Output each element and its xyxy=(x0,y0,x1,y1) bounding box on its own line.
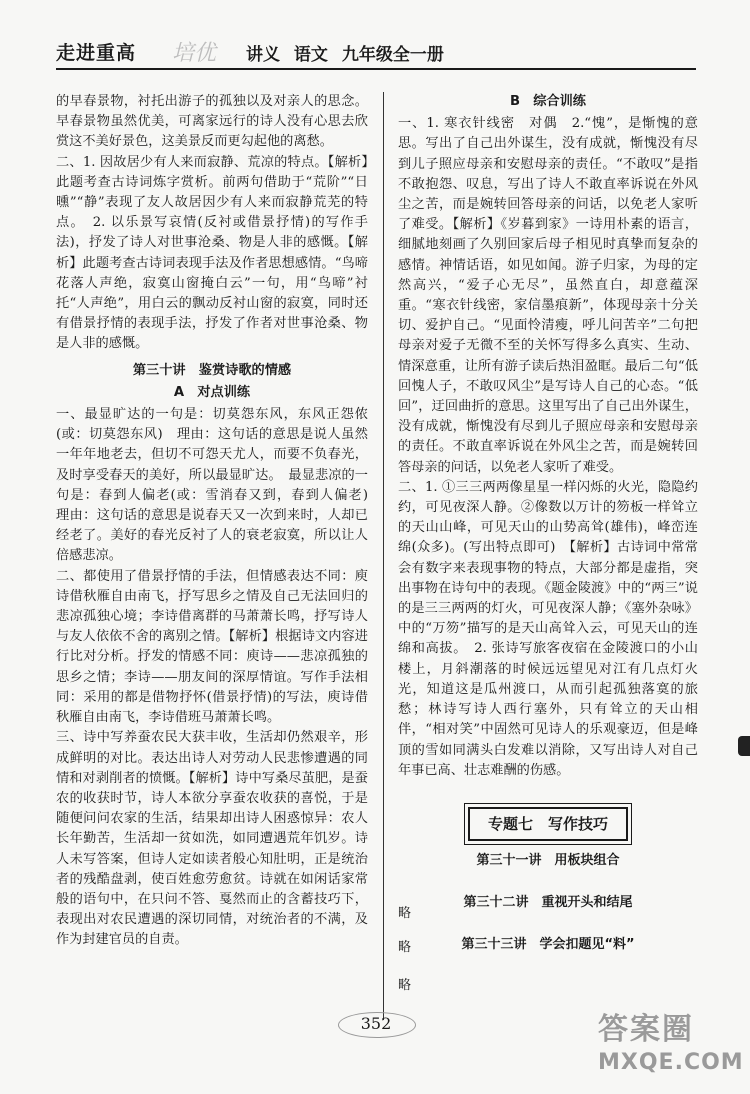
page-number-text: 352 xyxy=(360,1014,392,1033)
left-paragraph-3: 一、最显旷达的一句是：切莫怨东风，东风正怨侬(或：切莫怨东风) 理由：这句话的意思是说人虽然一年年地老去，但切不可怨天尤人，而要不负春光，及时享受春天的美好，所以最显旷达。 最显悲凉的一句是：春到人偏老(或：雪消春又到，春到人偏老) 理由：这句话的意思是说春天又一次到来时，人却已经老了。美好的春光反衬了人的衰老寂寞，所以让人倍感悲凉。 xyxy=(56,407,382,564)
decorative-calligraphy: 培优 xyxy=(172,41,217,66)
page-edge-tab xyxy=(738,736,750,756)
column-divider xyxy=(383,92,384,1020)
lecture-32-title: 第三十二讲 重视开头和结尾 xyxy=(463,895,633,911)
watermark-bottom-text: MXQE.COM xyxy=(598,1050,744,1075)
left-column xyxy=(56,92,382,951)
left-paragraph-2: 二、1. 因故居少有人来而寂静、荒凉的特点。【解析】此题考查古诗词炼字赏析。前两句借助于“荒阶”“日曛”“静”表现了友人故居因少有人来而寂静荒芜的特点。 2. 以乐景写哀情(反衬或借景抒情)的写作手法)，抒发了诗人对世事沧桑、物是人非的感慨。【解析】此题考查古诗词表现手法及作者思想感情。“鸟啼花落人声绝，寂寞山窗掩白云”一句，用“鸟啼”衬托“人声绝”，用白云的飘动反衬山窗的寂寞，同时还有借景抒情的表现手法，抒发了作者对世事沧桑、物是人非的感慨。 xyxy=(56,154,368,352)
watermark-logo xyxy=(598,1004,744,1084)
omitted-mark-2: 略 xyxy=(398,940,412,955)
header-meta xyxy=(246,40,444,65)
right-column xyxy=(398,92,698,970)
right-paragraph-2: 二、1. ①三三两两像星星一样闪烁的火光，隐隐约约，可见夜深人静。②像数以万计的笏板一样耸立的天山山峰，可见天山的山势高耸(雄伟)，峰峦连绵(众多)。(写出特点即可) 【解析】古诗词中常常会有数字来表现事物的特点，大部分都是虚指，突出事物在诗句中的表现。《题金陵渡》中的“两三”说的是三三两两的灯火，可见夜深人静；《塞外杂咏》中的“万笏”描写的是天山高耸入云，可见天山的连绵和高拔。 2. 张诗写旅客夜宿在金陵渡口的小山楼上，月斜潮落的时候远远望见对江有几点灯火光，知道这是瓜州渡口，从而引起孤独落寞的旅愁；林诗写诗人西行塞外，只有耸立的天山相伴，“相对笑”中固然可见诗人的乐观豪迈，但是峰顶的雪如同满头白发难以消除，又写出诗人对自己年事已高、壮志难酬的伤感。 xyxy=(398,479,698,778)
page-number xyxy=(348,1008,404,1040)
topic-7-box: 专题七 写作技巧 xyxy=(468,807,628,841)
page-number-ornament xyxy=(338,1012,416,1038)
right-paragraph-1: 一、1. 寒衣针线密 对偶 2.“愧”，是惭愧的意思。写出了自己出外谋生，没有成就，惭愧没有尽到儿子照应母亲和安慰母亲的责任。“不敢叹”是指不敢抱怨、叹息，写出了诗人不敢直率诉说在外风尘之苦，而是婉转回答母亲的问话，以免老人家听了难受。【解析】《岁暮到家》一诗用朴素的语言，细腻地刻画了久别回家后母子相见时真挚而复杂的感情。神情话语，如见如闻。游子归家，为母的定然高兴，“爱子心无尽”，虽然直白，却意蕴深重。“寒衣针线密，家信墨痕新”，体现母亲十分关切、爱护自己。“见面怜清瘦，呼儿问苦辛”二句把母亲对爱子无微不至的关怀写得多么真实、生动、情深意重，让所有游子读后热泪盈眶。最后二句“低回愧人子，不敢叹风尘”是写诗人自己的心态。“低回”，迂回曲折的意思。这里写出了自己出外谋生，没有成就，惭愧没有尽到儿子照应母亲和安慰母亲的责任。不敢直率诉说在外风尘之苦，而是婉转回答母亲的问话，以免老人家听了难受。 xyxy=(398,116,698,475)
left-paragraph-4: 二、都使用了借景抒情的手法，但情感表达不同：庾诗借秋雁自由南飞，抒写思乡之情及自己无法回归的悲凉孤独心境；李诗借离群的马萧萧长鸣，抒写诗人与友人依依不舍的离别之情。【解析】根据诗文内容进行比对分析。抒发的情感不同：庾诗——悲凉孤独的思乡之情；李诗——朋友间的深厚情谊。写作手法相同：采用的都是借物抒怀(借景抒情)的写法，庾诗借秋雁自由南飞，李诗借班马萧萧长鸣。 xyxy=(56,568,368,726)
left-paragraph-1: 的早春景物，衬托出游子的孤独以及对亲人的思念。早春景物虽然优美，可离家远行的诗人没有心思去欣赏这不美好景色，这美景反而更勾起他的离愁。 xyxy=(56,94,368,150)
header-subject-jiangyi: 讲义 xyxy=(246,45,280,65)
section-a-title: A 对点训练 xyxy=(173,384,251,400)
series-title: 走进重高 xyxy=(56,42,137,64)
header-subject-yuwen: 语文 xyxy=(293,45,328,65)
omitted-mark-1: 略 xyxy=(398,906,412,921)
header-grade: 九年级全一册 xyxy=(341,45,444,65)
left-paragraph-5: 三、诗中写养蚕农民大获丰收，生活却仍然艰辛，形成鲜明的对比。表达出诗人对劳动人民悲惨遭遇的同情和对剥削者的愤慨。【解析】诗中写桑尽茧肥，是蚕农的收获时节，诗人本欲分享蚕农收获的喜悦，于是随便问问农家的生活，结果却出诗人困惑惊异：农人长年勤苦，生活却一贫如洗，如同遭遇荒年饥岁。诗人未写答案，但诗人定如读者般心知肚明，正是统治者的残酷盘剥，使百姓愈劳愈贫。诗就在如闲话家常般的语句中，在只问不答、戛然而止的含蓄技巧下，表现出对农民遭遇的深切同情，对统治者的不满，及作为封建官员的自责。 xyxy=(56,730,368,948)
watermark-top-text: 答案圈 xyxy=(598,1012,694,1047)
page-header xyxy=(56,34,696,70)
lecture-30-title: 第三十讲 鉴赏诗歌的情感 xyxy=(132,362,292,378)
lecture-33-title: 第三十三讲 学会扣题见“料” xyxy=(461,937,635,953)
section-b-title: B 综合训练 xyxy=(510,94,586,109)
lecture-31-title: 第三十一讲 用板块组合 xyxy=(476,852,620,868)
omitted-mark-3: 略 xyxy=(398,978,412,993)
